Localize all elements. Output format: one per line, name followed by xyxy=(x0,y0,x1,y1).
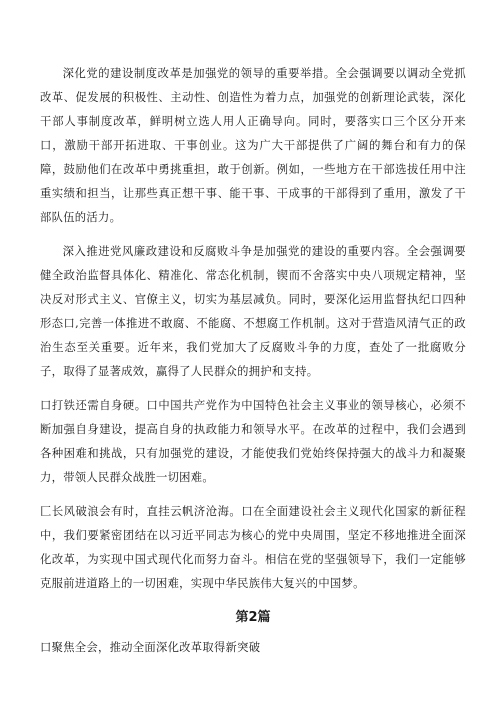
section-title: 第2篇 xyxy=(235,610,271,625)
paragraph-anti-corruption: 深入推进党风廉政建设和反腐败斗争是加强党的建设的重要内容。全会强调要健全政治监督具体化、精准化、常态化机制，锲而不舍落实中央八项规定精神，坚决反对形式主义、官僚主义，切实为基层减负。同时，要深化运用监督执纪口四种形态口,完善一体推进不敢腐、不能腐、不想腐工作机制。这对于营造风清气正的政治生态至关重要。近年来，我们党加大了反腐败斗争的力度，查处了一批腐败分子，取得了显著成效，赢得了人民群众的拥护和支持。 xyxy=(40,245,466,378)
section-subtitle: 口聚焦全会，推动全面深化改革取得新突破 xyxy=(40,641,261,654)
document-page xyxy=(40,62,466,660)
paragraph-party-building-reform: 深化党的建设制度改革是加强党的领导的重要举措。全会强调要以调动全党抓改革、促发展的积极性、主动性、创造性为着力点，加强党的创新理论武装，深化干部人事制度改革，鲜明树立选人用人正确导向。同时，要落实口三个区分开来口，激励干部开拓进取、干事创业。这为广大干部提供了广阔的舞台和有力的保障，鼓励他们在改革中勇挑重担，敢于创新。例如，一些地方在干部选拔任用中注重实绩和担当，让那些真正想干事、能干事、干成事的干部得到了重用，激发了干部队伍的活力。 xyxy=(40,67,466,224)
paragraph-new-journey: 匚长风破浪会有时，直挂云帆济沧海。口在全面建设社会主义现代化国家的新征程中，我们要紧密团结在以习近平同志为核心的党中央周围，坚定不移地推进全面深化改革，为实现中国式现代化而努力奋斗。相信在党的坚强领导下，我们一定能够克服前进道路上的一切困难，实现中华民族伟大复兴的中国梦。 xyxy=(40,505,466,590)
paragraph-self-strength: 口打铁还需自身硬。口中国共产党作为中国特色社会主义事业的领导核心，必须不断加强自身建设，提高自身的执政能力和领导水平。在改革的过程中，我们会遇到各种困难和挑战，只有加强党的建设，才能使我们党始终保持强大的战斗力和凝聚力，带领人民群众战胜一切困难。 xyxy=(40,399,466,484)
